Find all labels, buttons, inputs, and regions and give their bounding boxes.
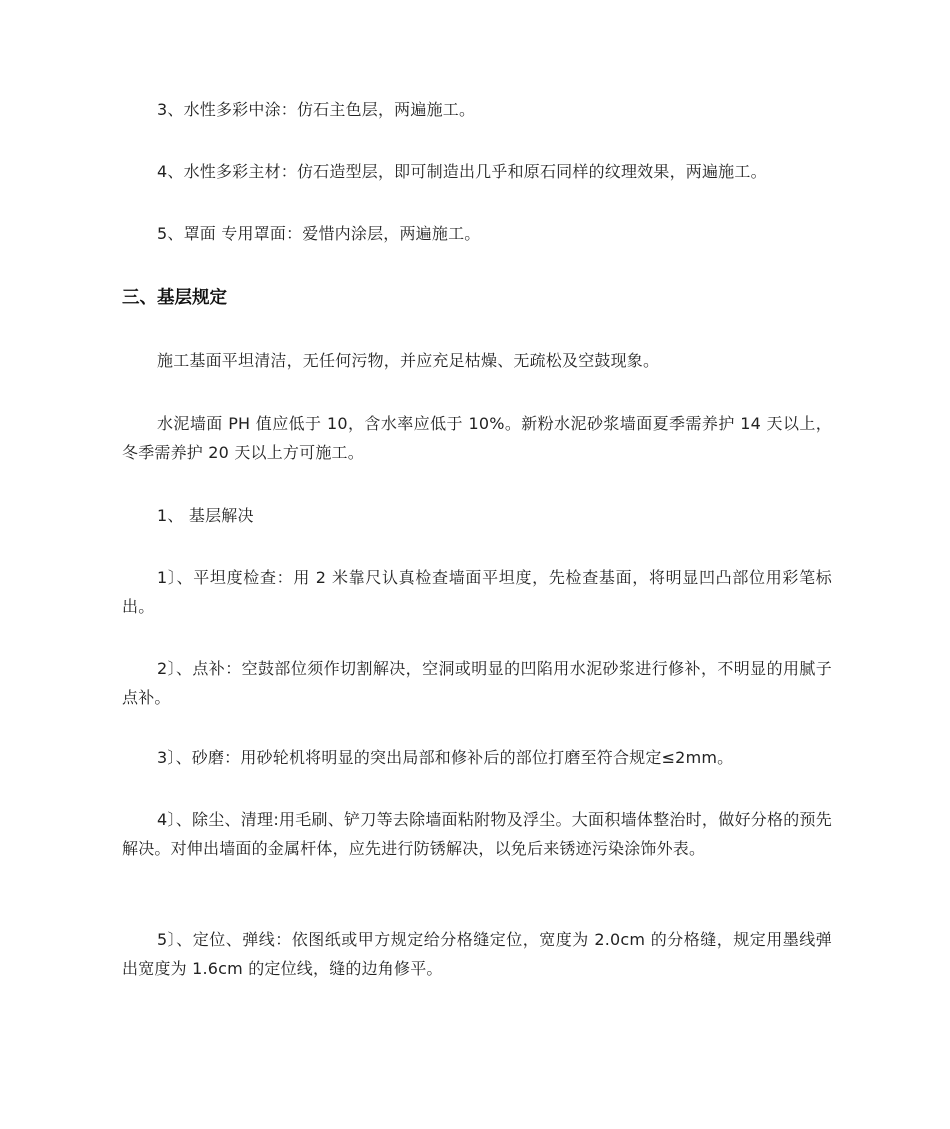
paragraph-positioning: 5〕、定位、弹线：依图纸或甲方规定给分格缝定位，宽度为 2.0cm 的分格缝，规定用墨线弹出宽度为 1.6cm 的定位线，缝的边角修平。 xyxy=(122,930,832,978)
paragraph-flatness-check: 1〕、平坦度检查：用 2 米靠尺认真检查墙面平坦度，先检查基面，将明显凹凸部位用彩笔标出。 xyxy=(122,568,832,616)
section-heading: 三、基层规定 xyxy=(122,288,227,308)
paragraph-base-surface: 施工基面平坦清洁，无任何污物，并应充足枯燥、无疏松及空鼓现象。 xyxy=(157,351,660,370)
paragraph-base-treatment: 1、 基层解决 xyxy=(157,506,254,525)
paragraph-ph-requirement: 水泥墙面 PH 值应低于 10，含水率应低于 10%。新粉水泥砂浆墙面夏季需养护 14 天以上，冬季需养护 20 天以上方可施工。 xyxy=(122,414,832,462)
paragraph-step-5: 5、罩面 专用罩面：爱惜内涂层，两遍施工。 xyxy=(157,224,481,243)
paragraph-step-4: 4、水性多彩主材：仿石造型层，即可制造出几乎和原石同样的纹理效果，两遍施工。 xyxy=(157,162,767,181)
paragraph-spot-repair: 2〕、点补：空鼓部位须作切割解决，空洞或明显的凹陷用水泥砂浆进行修补，不明显的用腻子点补。 xyxy=(122,659,832,707)
paragraph-sanding: 3〕、砂磨：用砂轮机将明显的突出局部和修补后的部位打磨至符合规定≤2mm。 xyxy=(157,748,734,767)
paragraph-step-3: 3、水性多彩中涂：仿石主色层，两遍施工。 xyxy=(157,100,476,119)
paragraph-dust-removal: 4〕、除尘、清理:用毛刷、铲刀等去除墙面粘附物及浮尘。大面积墙体整治时，做好分格的预先解决。对伸出墙面的金属杆体，应先进行防锈解决，以免后来锈迹污染涂饰外表。 xyxy=(122,810,832,858)
